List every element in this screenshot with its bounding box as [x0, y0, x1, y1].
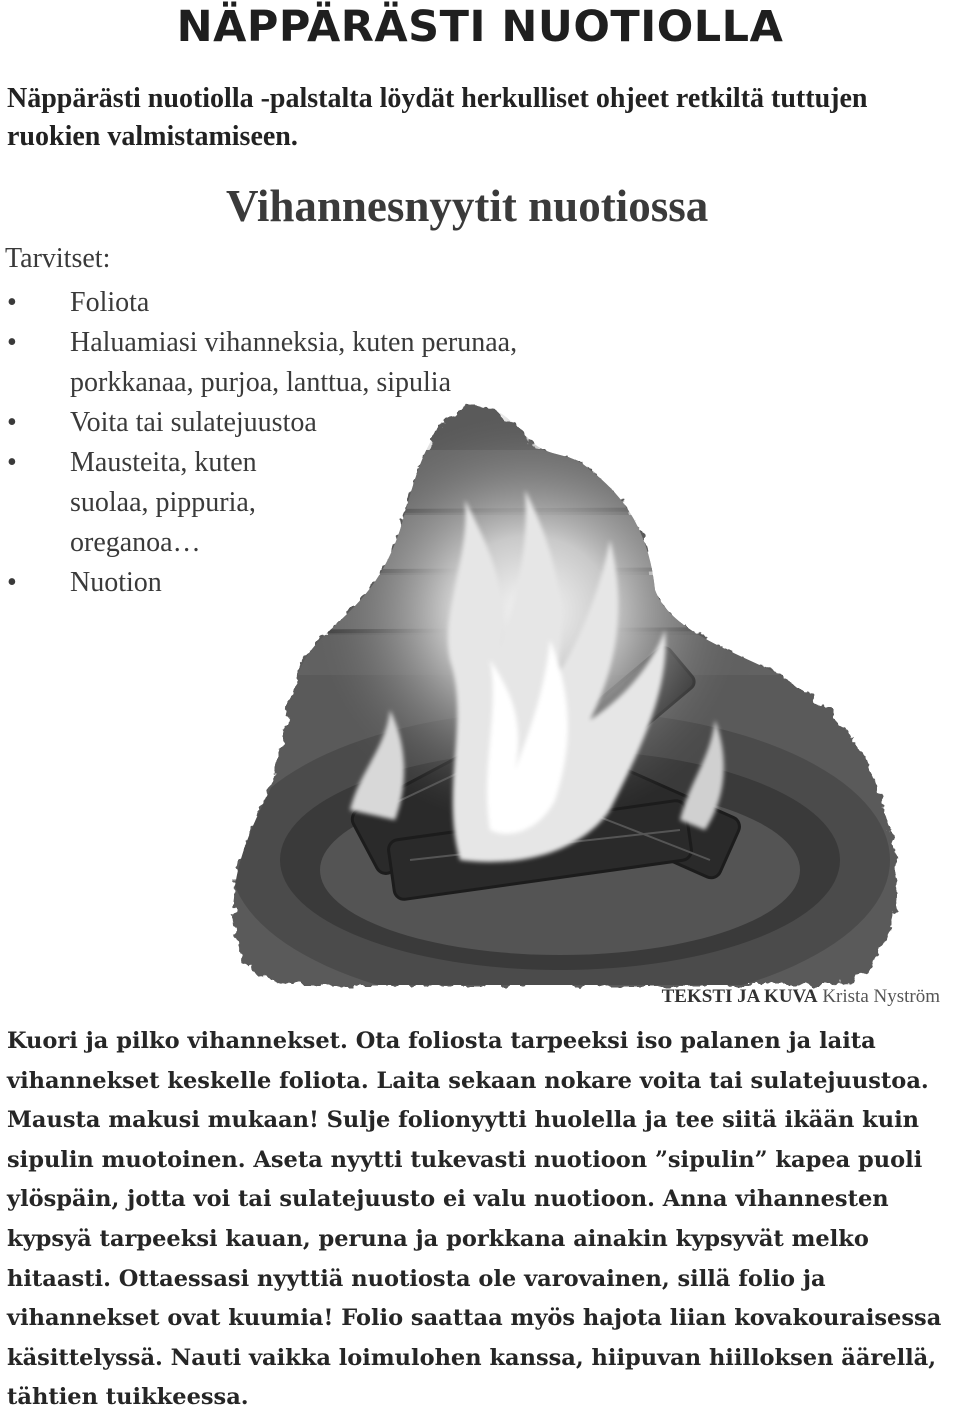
recipe-instructions: Kuori ja pilko vihannekset. Ota foliosta tarpeeksi iso palanen ja laita vihannekset keskelle foliota. Laita sekaan nokare voita tai sulatejuustoa. Mausta makusi mukaan! Sulje folionyytti huolella ja tee siitä ikään kuin sipulin muotoinen. Aseta nyytti tukevasti nuotioon ”sipulin” kapea puoli ylöspäin, jotta voi tai sulatejuusto ei valu nuotioon. Anna vihannesten kypsyä tarpeeksi kauan, peruna ja porkkana ainakin kypsyvät melko hitaasti. Ottaessasi nyyttiä nuotiosta ole varovainen, sillä folio ja vihannekset ovat kuumia! Folio saattaa myös hajota liian kovakouraisessa käsittelyssä. Nauti vaikka loimulohen kanssa, hiipuvan hiilloksen äärellä, tähtien tuikkeessa.	[7, 1028, 942, 1411]
ingredient-text: Haluamiasi vihanneksia, kuten perunaa, porkkanaa, purjoa, lanttua, sipulia	[70, 327, 518, 398]
bullet-icon: •	[7, 447, 17, 478]
bullet-icon: •	[7, 567, 17, 598]
list-item	[0, 403, 470, 443]
credit-name: Krista Nyström	[822, 986, 940, 1007]
list-item	[0, 443, 260, 563]
bullet-icon: •	[7, 287, 17, 318]
needs-label: Tarvitset:	[5, 243, 111, 274]
recipe-title: Vihannesnyytit nuotiossa	[226, 181, 709, 231]
ingredient-text: Voita tai sulatejuustoa	[70, 407, 317, 438]
list-item	[0, 563, 270, 603]
ingredient-text: Foliota	[70, 287, 150, 318]
list-item	[0, 283, 270, 323]
intro-text: Näppärästi nuotiolla -palstalta löydät herkulliset ohjeet retkiltä tuttujen ruokien valmistamiseen.	[7, 83, 868, 152]
bullet-icon: •	[7, 407, 17, 438]
ingredient-text: Mausteita, kuten suolaa, pippuria, oreganoa…	[70, 447, 257, 558]
ingredient-text: Nuotion	[70, 567, 162, 598]
bullet-icon: •	[7, 327, 17, 358]
credit-label: TEKSTI JA KUVA	[661, 986, 818, 1007]
ingredient-list	[0, 283, 590, 603]
photo-credit	[662, 986, 940, 1008]
page-title: NÄPPÄRÄSTI NUOTIOLLA	[176, 2, 784, 52]
list-item	[0, 323, 590, 403]
